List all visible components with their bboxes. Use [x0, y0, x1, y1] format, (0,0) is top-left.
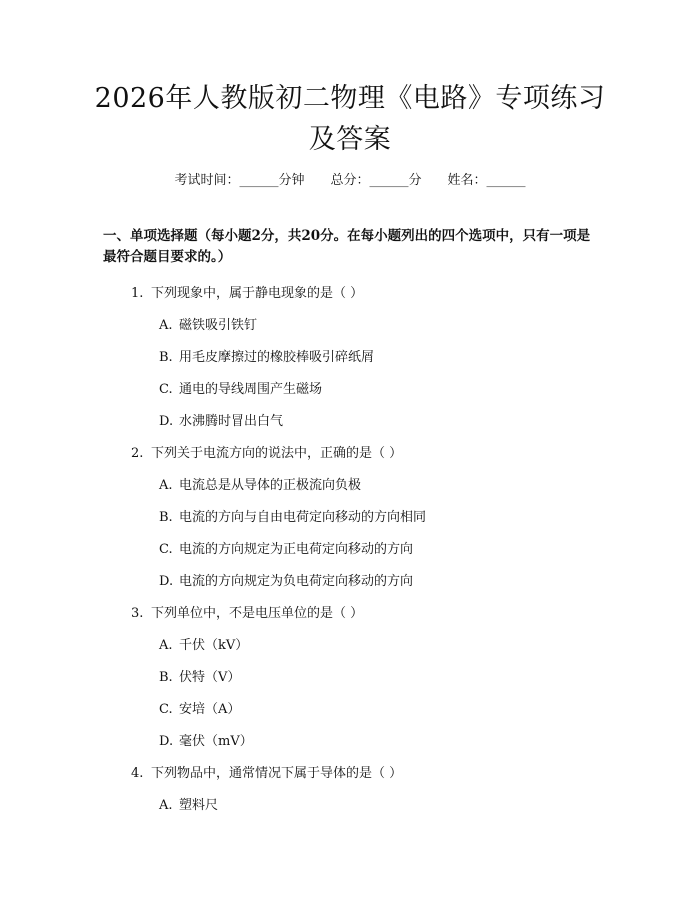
option-letter: D.: [159, 414, 174, 429]
option-1c: [159, 378, 322, 397]
option-text: 水沸腾时冒出白气: [179, 414, 284, 429]
option-text: 用毛皮摩擦过的橡胶棒吸引碎纸屑: [179, 350, 375, 365]
option-letter: A.: [159, 318, 173, 333]
section-heading: 一、单项选择题（每小题2分，共20分。在每小题列出的四个选项中，只有一项是最符合题目要求的。）: [103, 228, 591, 265]
option-letter: B.: [159, 510, 173, 525]
option-2d: [159, 570, 413, 589]
option-3a: [159, 634, 248, 653]
option-text: 电流总是从导体的正极流向负极: [179, 478, 362, 493]
option-4a: [159, 794, 218, 813]
option-text: 电流的方向规定为正电荷定向移动的方向: [179, 542, 414, 557]
question-text: 下列现象中，属于静电现象的是（ ）: [151, 286, 364, 301]
option-2b: [159, 506, 426, 525]
option-text: 塑料尺: [179, 798, 219, 813]
option-letter: D.: [159, 574, 174, 589]
question-3: [131, 602, 363, 621]
option-letter: B.: [159, 350, 173, 365]
option-letter: C.: [159, 702, 173, 717]
option-text: 安培（A）: [179, 702, 241, 717]
total-score-field: 总分：______分: [330, 173, 422, 188]
question-1: [131, 282, 363, 301]
option-text: 伏特（V）: [179, 670, 241, 685]
option-letter: D.: [159, 734, 174, 749]
exam-info-line: [0, 169, 700, 188]
option-letter: B.: [159, 670, 173, 685]
option-letter: A.: [159, 478, 173, 493]
option-letter: A.: [159, 798, 173, 813]
question-4: [131, 762, 402, 781]
option-text: 电流的方向规定为负电荷定向移动的方向: [179, 574, 414, 589]
question-text: 下列关于电流方向的说法中，正确的是（ ）: [151, 446, 403, 461]
option-2c: [159, 538, 413, 557]
question-2: [131, 442, 402, 461]
option-1a: [159, 314, 257, 333]
option-2a: [159, 474, 361, 493]
option-3d: [159, 730, 253, 749]
option-text: 磁铁吸引铁钉: [179, 318, 258, 333]
option-text: 通电的导线周围产生磁场: [179, 382, 323, 397]
option-3b: [159, 666, 240, 685]
option-letter: C.: [159, 382, 173, 397]
name-field: 姓名：______: [447, 173, 526, 188]
option-letter: C.: [159, 542, 173, 557]
question-number: 1.: [131, 286, 144, 301]
question-number: 4.: [131, 766, 144, 781]
option-1d: [159, 410, 283, 429]
option-text: 千伏（kV）: [179, 638, 249, 653]
option-text: 电流的方向与自由电荷定向移动的方向相同: [179, 510, 427, 525]
question-number: 2.: [131, 446, 144, 461]
exam-time-field: 考试时间：______分钟: [174, 173, 305, 188]
question-text: 下列物品中，通常情况下属于导体的是（ ）: [151, 766, 403, 781]
option-text: 毫伏（mV）: [179, 734, 253, 749]
option-3c: [159, 698, 240, 717]
document-title: 2026年人教版初二物理《电路》专项练习及答案: [94, 83, 606, 155]
option-1b: [159, 346, 374, 365]
question-number: 3.: [131, 606, 144, 621]
question-text: 下列单位中，不是电压单位的是（ ）: [151, 606, 364, 621]
option-letter: A.: [159, 638, 173, 653]
